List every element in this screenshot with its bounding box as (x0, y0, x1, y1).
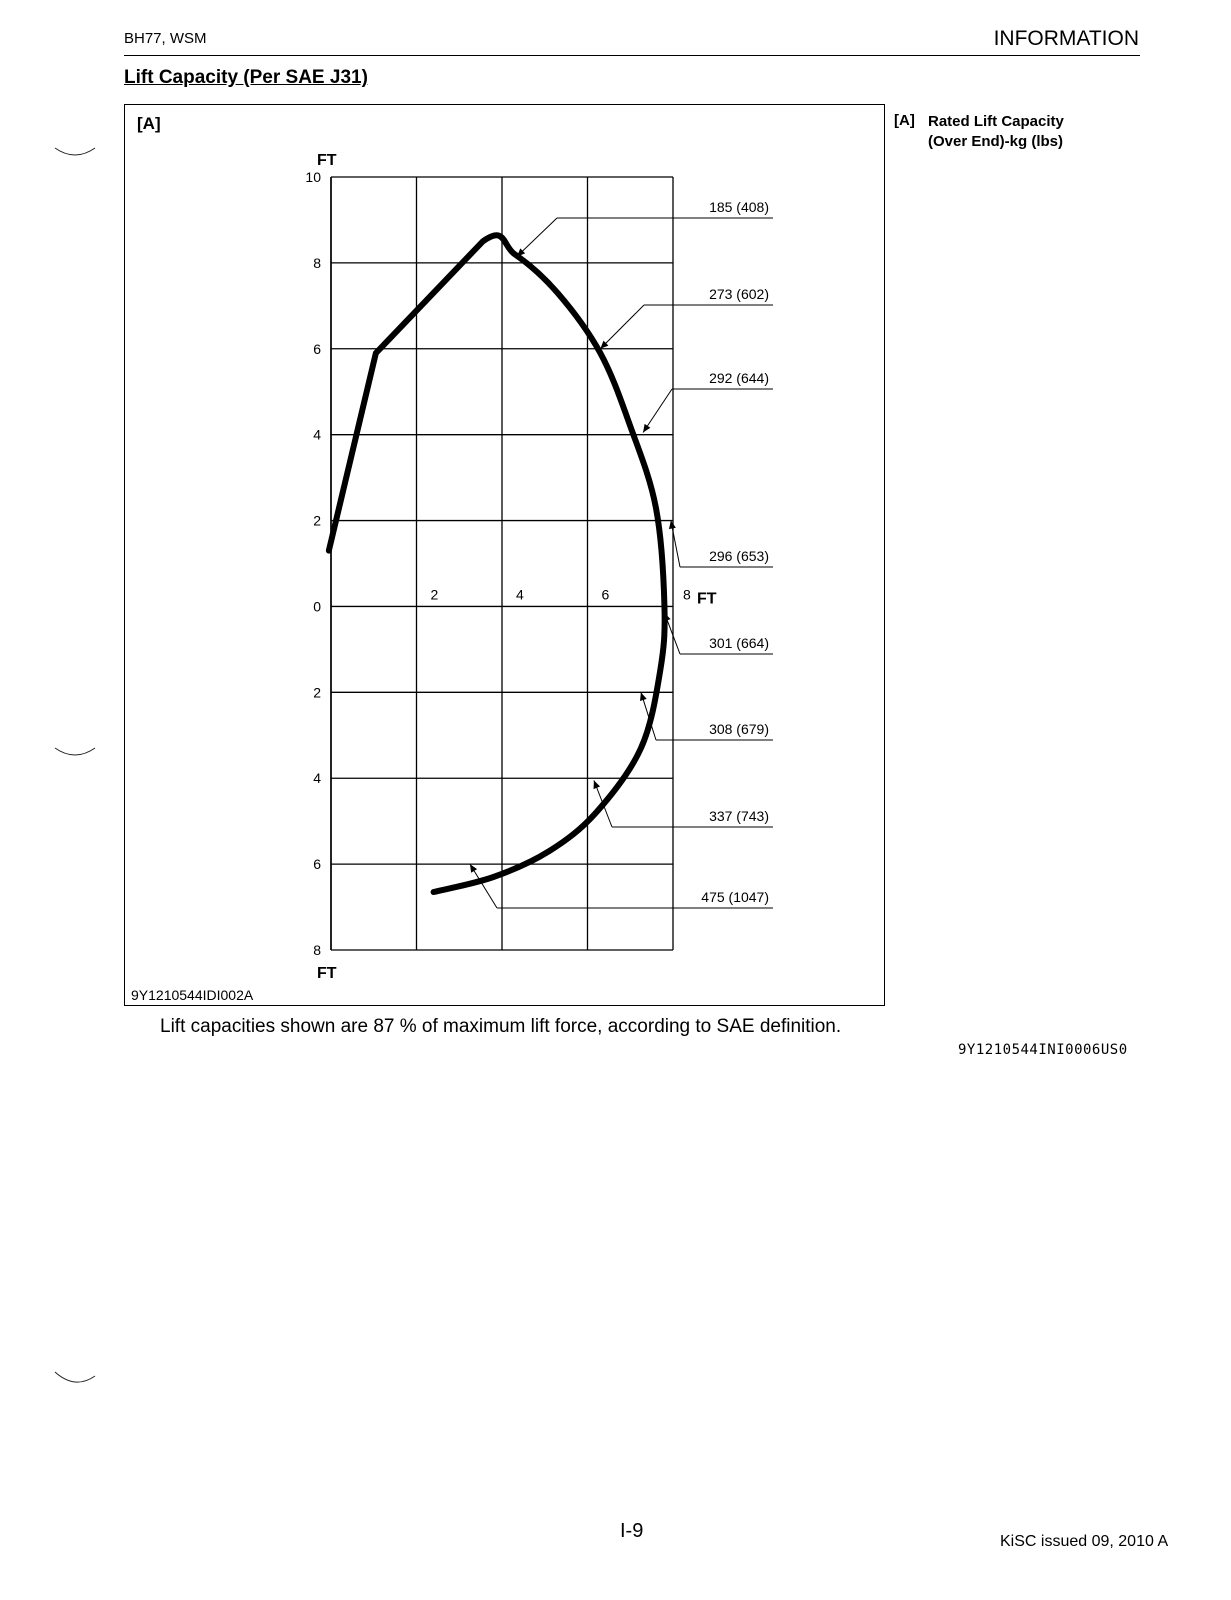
y-tick-label: 8 (313, 254, 321, 271)
annotation-label: 301 (664) (709, 635, 769, 651)
y-tick-label: 10 (305, 169, 321, 185)
annotation-label: 296 (653) (709, 548, 769, 564)
x-unit-label: FT (697, 590, 717, 608)
x-tick-label: 2 (430, 586, 439, 603)
figure-id: 9Y1210544IDI002A (131, 987, 254, 1003)
y-tick-label: 6 (313, 856, 321, 873)
lift-capacity-curve (329, 235, 665, 892)
figure-caption: Lift capacities shown are 87 % of maximum lift force, according to SAE definition. (160, 1016, 842, 1037)
annotation-arrowhead (470, 864, 477, 873)
annotation-label: 337 (743) (709, 808, 769, 824)
section-title: Lift Capacity (Per SAE J31) (124, 67, 368, 88)
legend-text-line: Rated Lift Capacity (928, 113, 1064, 130)
annotation-leader (600, 305, 644, 349)
y-unit-label-bottom: FT (317, 965, 337, 982)
annotation-label: 475 (1047) (701, 889, 769, 905)
annotation-arrowhead (643, 424, 650, 433)
annotation-label: 308 (679) (709, 721, 769, 737)
annotation-arrowhead (594, 780, 601, 789)
issue-info: KiSC issued 09, 2010 A (1000, 1533, 1169, 1550)
y-unit-label-top: FT (317, 152, 337, 169)
figure-label: [A] (137, 114, 161, 133)
y-tick-label: 0 (313, 598, 321, 615)
y-tick-label: 6 (313, 340, 321, 357)
x-tick-label: 6 (601, 586, 610, 603)
x-tick-label: 4 (516, 586, 524, 603)
document-code: 9Y1210544INI0006US0 (958, 1042, 1128, 1058)
legend-key: [A] (894, 112, 915, 129)
annotation-label: 273 (602) (709, 286, 769, 302)
x-tick-label: 8 (683, 586, 691, 603)
annotation-leader (517, 218, 557, 256)
y-tick-label: 8 (313, 942, 321, 958)
legend-text-line: (Over End)-kg (lbs) (928, 133, 1064, 150)
header-section: INFORMATION (993, 27, 1139, 50)
y-tick-label: 2 (313, 512, 321, 529)
y-tick-label: 2 (313, 684, 321, 701)
page-number: I-9 (620, 1520, 644, 1542)
annotation-arrowhead (640, 692, 647, 701)
y-tick-label: 4 (313, 770, 321, 787)
annotation-label: 185 (408) (709, 199, 769, 215)
header-model: BH77, WSM (124, 30, 207, 47)
annotation-label: 292 (644) (709, 370, 769, 386)
y-tick-label: 4 (313, 426, 321, 443)
